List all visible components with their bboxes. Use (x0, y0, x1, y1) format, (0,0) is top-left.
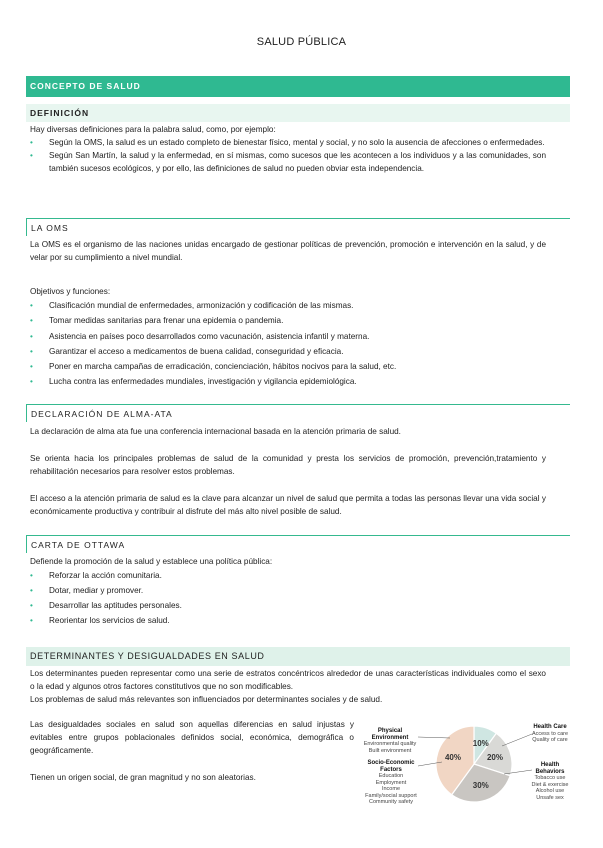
list-item: • Asistencia en países poco desarrollados como vacunación, asistencia infantil y materna. (30, 329, 546, 344)
label-socio-economic (362, 760, 420, 806)
determinantes-p3: Las desigualdades sociales en salud son aquellas diferencias en salud injustas y evitables entre grupos poblacionales definidos social, económica, demográfica o geográficamente. (30, 720, 354, 755)
legend-label: Physical Environment (371, 728, 409, 741)
subsection-header-ottawa: CARTA DE OTTAWA (26, 535, 570, 553)
alma-p2: Se orienta hacia los principales problemas de salud de la comunidad y presta los servicios de promoción, prevención,tratamiento y rehabilitación necesarios para resolver estos problemas. (30, 454, 546, 476)
note: Quality of care (532, 737, 568, 743)
pie-value-label: 20% (486, 753, 504, 763)
list-item: • Tomar medidas sanitarias para frenar una epidemia o pandemia. (30, 313, 546, 328)
note: Built environment (368, 747, 412, 754)
note: Income (381, 786, 401, 792)
section-header-concepto: CONCEPTO DE SALUD (26, 76, 570, 97)
note: Diet & exercise (531, 781, 569, 788)
note: Unsafe sex (536, 794, 564, 801)
leader-line (418, 737, 450, 738)
note: Access to care (531, 730, 569, 737)
definicion-block (30, 123, 546, 175)
oms-text: La OMS es el organismo de las naciones unidas encargado de gestionar políticas de prevención, promoción e intervención en la salud, y de velar por su cumplimiento a nivel mundial. (30, 240, 546, 262)
label-health-care (528, 724, 572, 744)
oms-intro: Objetivos y funciones: (30, 287, 111, 296)
subsection-header-alma-ata: DECLARACIÓN DE ALMA-ATA (26, 404, 570, 422)
determinantes-p2: Los problemas de salud más relevantes son influenciados por determinantes sociales y de salud. (30, 695, 383, 704)
label-physical-environment (362, 728, 418, 754)
note: Tobacco use (534, 775, 566, 781)
section-header-determinantes: DETERMINANTES Y DESIGUALDADES EN SALUD (26, 647, 570, 666)
ottawa-intro: Defiende la promoción de la salud y establece una política pública: (30, 557, 273, 566)
list-item: • Según la OMS, la salud es un estado completo de bienestar físico, mental y social, y no solo la ausencia de afecciones o enfermedades. (30, 136, 546, 149)
list-item: • Desarrollar las aptitudes personales. (30, 598, 546, 613)
determinants-pie-chart (362, 722, 572, 808)
list-item: • Dotar, mediar y promover. (30, 583, 546, 598)
list-item: • Poner en marcha campañas de erradicación, concienciación, hábitos nocivos para la salud, etc. (30, 359, 546, 374)
list-item: • Reforzar la acción comunitaria. (30, 568, 546, 583)
pie-value-label: 30% (472, 781, 489, 790)
pie-value-label: 40% (444, 753, 462, 763)
note: Community safety (368, 799, 413, 805)
list-item: • Clasificación mundial de enfermedades, armonización y codificación de las mismas. (30, 298, 546, 313)
label-health-behaviors (528, 762, 572, 801)
list-item: • Reorientar los servicios de salud. (30, 613, 546, 628)
note: Alcohol use (535, 788, 565, 794)
ottawa-block (30, 555, 546, 628)
list-item: • Lucha contra las enfermedades mundiales, investigación y vigilancia epidemiológica. (30, 374, 546, 389)
legend-label: Health Care (533, 724, 567, 730)
pie-value-label: 10% (472, 739, 489, 748)
alma-p3: El acceso a la atención primaria de salud es la clave para alcanzar un nivel de salud que permita a todas las personas llevar una vida social y económicamente productiva y contribuir al disfrute del más alto nivel posible de salud. (30, 494, 546, 516)
determinantes-p4: Tienen un origen social, de gran magnitud y no son aleatorias. (30, 773, 256, 782)
note: Family/social support (365, 792, 417, 799)
note: Environmental quality (363, 741, 417, 747)
note: Employment (375, 779, 407, 786)
list-item: • Según San Martín, la salud y la enfermedad, en sí mismas, como sucesos que les acontecen a los individuos y a las comunidades, son también sucesos ecológicos, y por ello, las definiciones de salud no pueden obviar esta independencia. (30, 149, 546, 175)
subsection-header-definicion: DEFINICIÓN (26, 104, 570, 122)
legend-label: Health Behaviors (535, 762, 565, 775)
oms-list-block (30, 285, 546, 390)
definicion-intro: Hay diversas definiciones para la palabra salud, como, por ejemplo: (30, 125, 276, 134)
page-title: SALUD PÚBLICA (256, 36, 347, 48)
legend-label: Socio-Economic Factors (367, 760, 415, 773)
note: Education (378, 773, 404, 779)
subsection-header-oms: LA OMS (26, 218, 570, 236)
determinantes-p1: Los determinantes pueden representar como una serie de estratos concéntricos alrededor de unas características individuales como el sexo o la edad y algunos otros factores constitutivos que no son modificables. (30, 669, 546, 691)
list-item: • Garantizar el acceso a medicamentos de buena calidad, conseguridad y eficacia. (30, 344, 546, 359)
alma-p1: La declaración de alma ata fue una conferencia internacional basada en la atención primaria de salud. (30, 427, 401, 436)
